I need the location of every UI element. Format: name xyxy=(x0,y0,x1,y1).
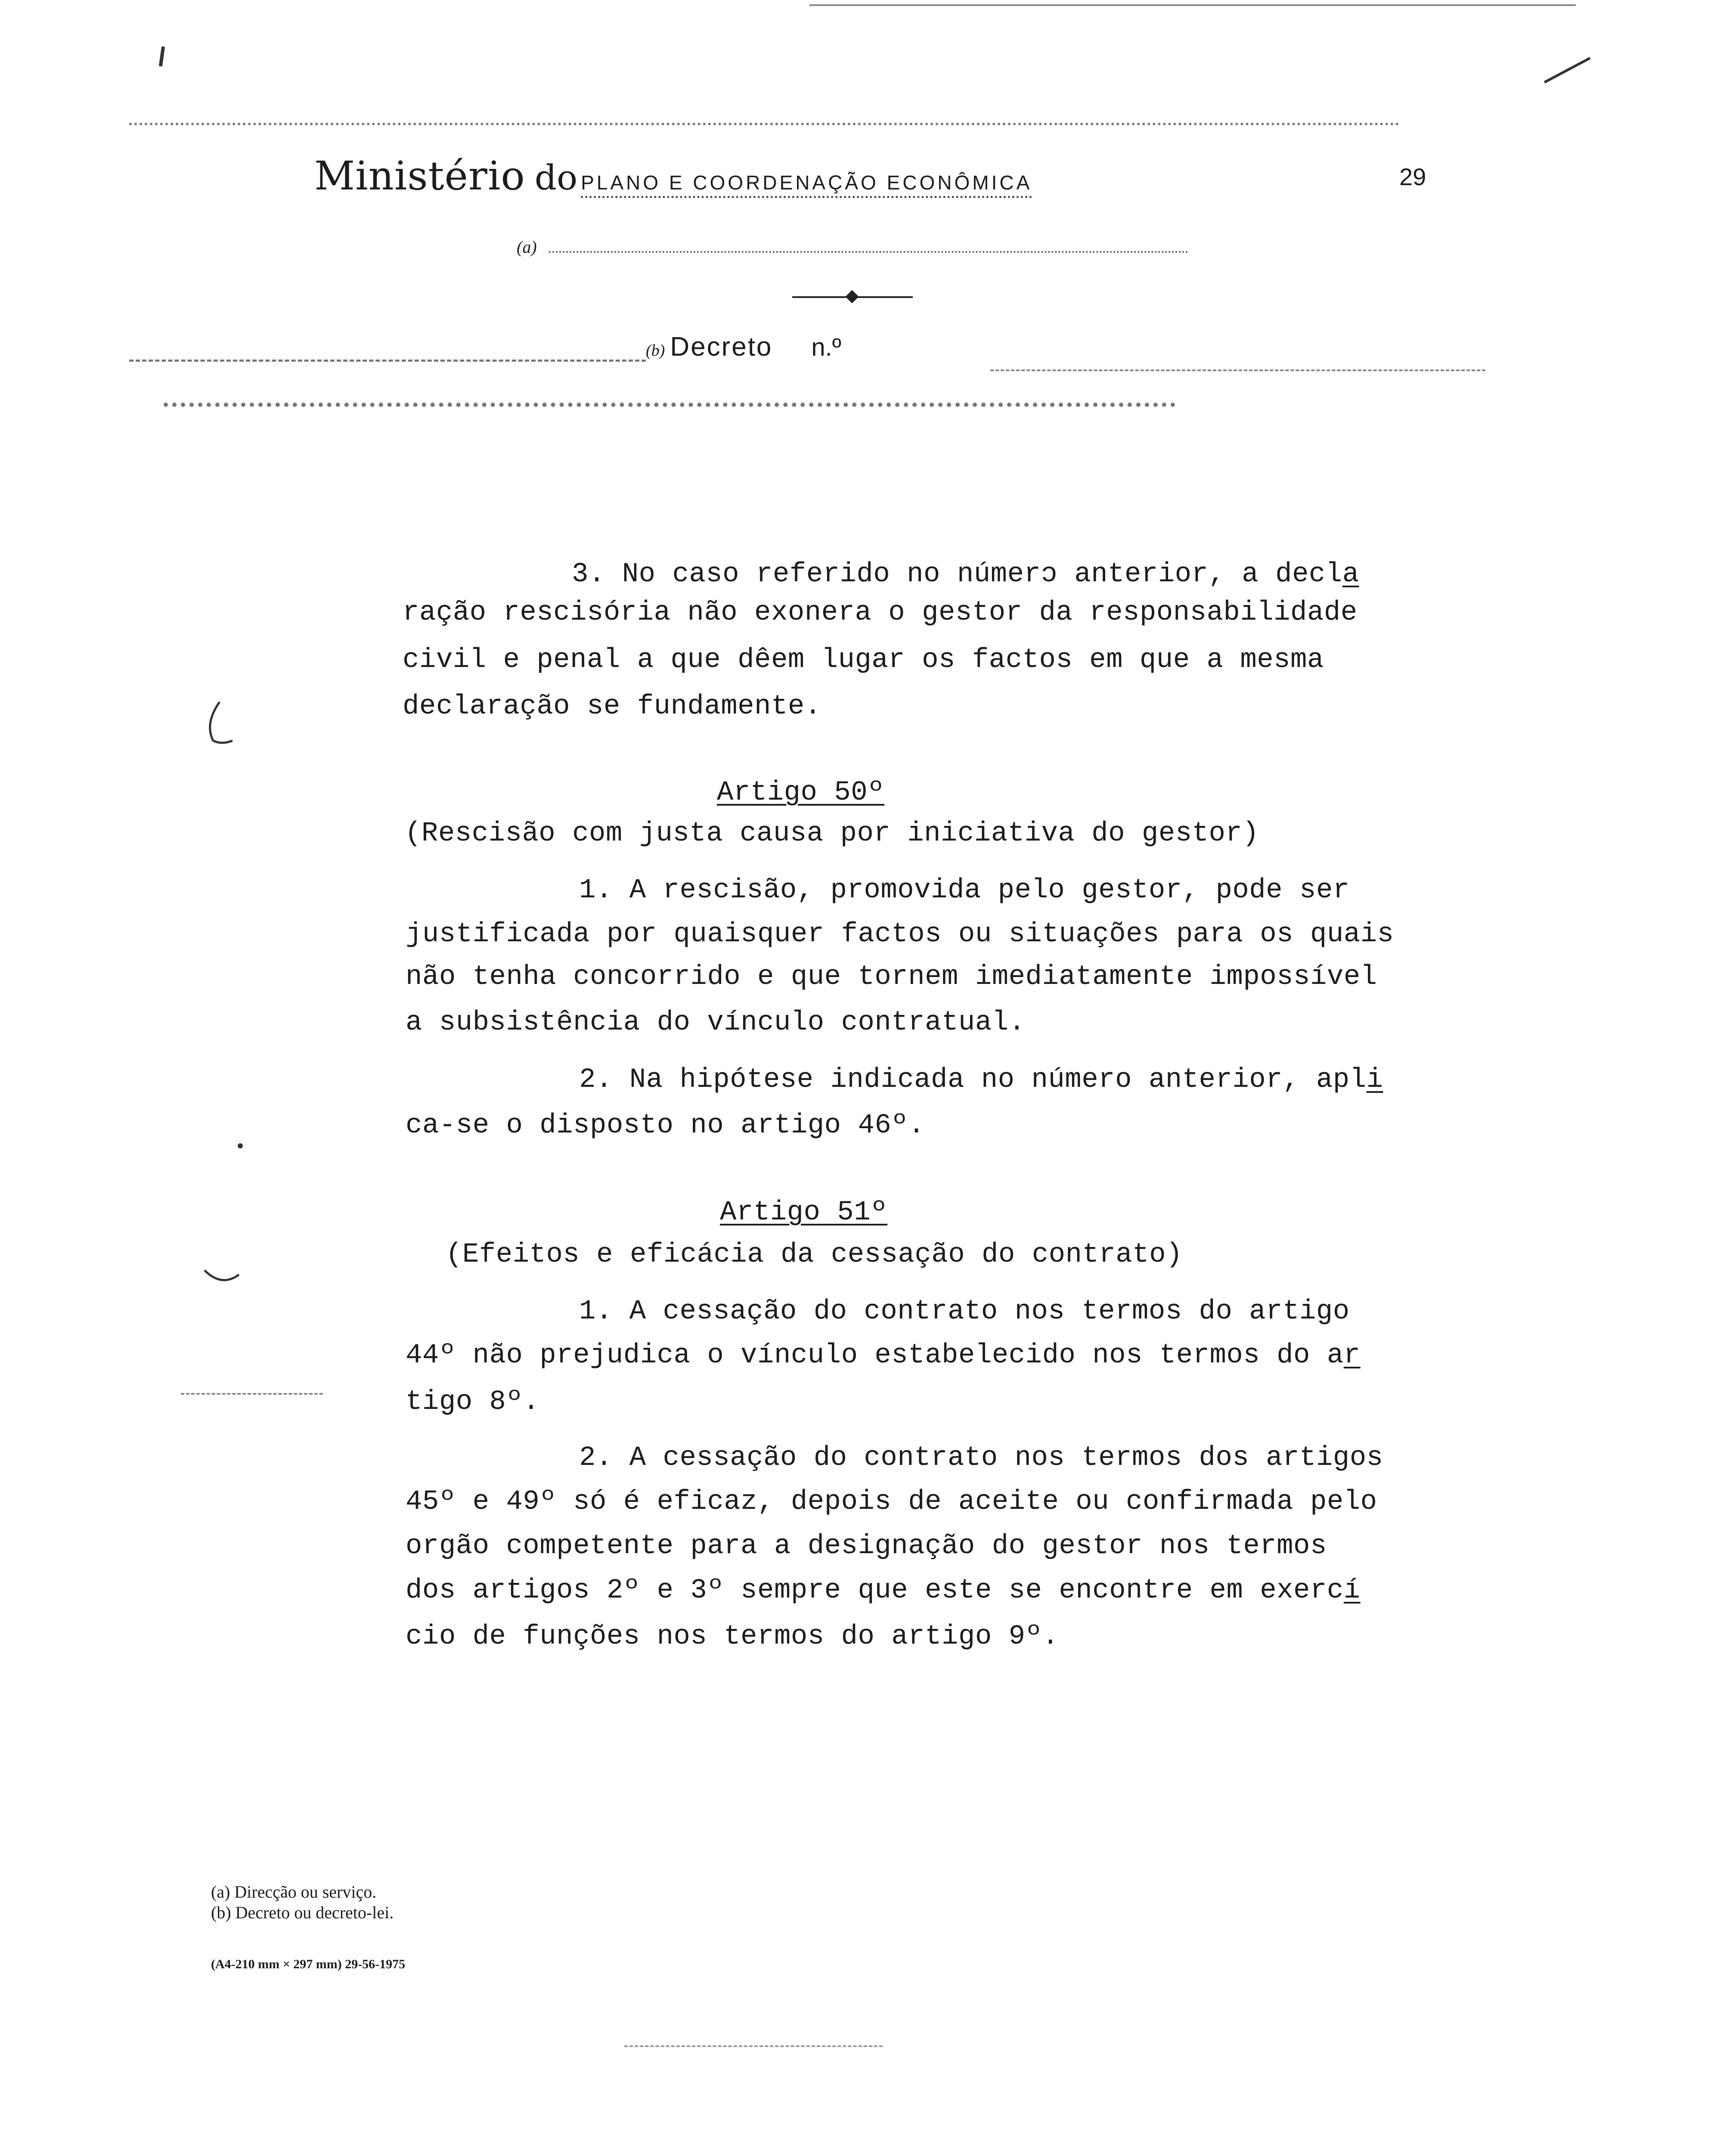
stray-mark xyxy=(1544,57,1591,84)
page-number: 29 xyxy=(1399,163,1426,190)
service-line xyxy=(517,237,1188,257)
bottom-dash xyxy=(624,2045,883,2047)
speckle-row xyxy=(164,403,1175,407)
body-line: 2. Na hipótese indicada no número anterior, apli xyxy=(579,1064,1383,1095)
ministry-name: PLANO E COORDENAÇÃO ECONÔMICA xyxy=(581,171,1032,198)
decree-rule-right xyxy=(990,369,1485,371)
scan-artifact-glyph: ɔ xyxy=(1041,559,1058,590)
body-line: 1. A cessação do contrato nos termos do artigo xyxy=(579,1296,1350,1327)
body-line: cio de funções nos termos do artigo 9º. xyxy=(406,1621,1059,1652)
article-51-subtitle: (Efeitos e eficácia da cessação do contrato) xyxy=(446,1239,1183,1270)
service-label: (a) xyxy=(517,237,537,257)
margin-curve-mark xyxy=(202,698,237,749)
article-50-title: Artigo 50º xyxy=(717,777,885,808)
speckle-row xyxy=(129,123,1399,125)
decree-rule-left xyxy=(129,360,646,362)
body-line: a subsistência do vínculo contratual. xyxy=(406,1007,1026,1038)
article-50-subtitle: (Rescisão com justa causa por iniciativa do gestor) xyxy=(405,818,1259,849)
body-line: 2. A cessação do contrato nos termos dos artigos xyxy=(579,1443,1383,1474)
body-line: ração rescisória não exonera o gestor da responsabilidade xyxy=(403,597,1358,628)
footnote-a: (a) Direcção ou serviço. xyxy=(211,1882,377,1902)
body-line: civil e penal a que dêem lugar os factos em que a mesma xyxy=(403,645,1324,676)
decree-line xyxy=(646,332,841,362)
body-line: 1. A rescisão, promovida pelo gestor, pode ser xyxy=(579,875,1350,906)
service-dotted-fill xyxy=(549,238,1188,253)
body-line: 44º não prejudica o vínculo estabelecido nos termos do ar xyxy=(406,1340,1361,1371)
ministry-header xyxy=(314,153,1279,199)
divider-diamond-icon xyxy=(845,290,859,303)
ministerio-word: Ministério xyxy=(314,153,525,199)
article-51-title: Artigo 51º xyxy=(720,1197,888,1228)
body-line: dos artigos 2º e 3º sempre que este se encontre em exercí xyxy=(406,1575,1361,1606)
body-line: ca-se o disposto no artigo 46º. xyxy=(406,1110,925,1141)
do-word: do xyxy=(534,158,578,198)
stray-mark xyxy=(159,47,165,67)
top-edge-line xyxy=(809,4,1576,6)
body-line: 3. No caso referido no númerɔ anterior, a decla xyxy=(572,559,1359,590)
body-line: justificada por quaisquer factos ou situações para os quais xyxy=(406,919,1394,950)
decree-footnote-ref: (b) xyxy=(646,341,665,360)
form-code: (A4-210 mm × 297 mm) 29-56-1975 xyxy=(211,1957,406,1971)
margin-curve-mark xyxy=(202,1266,241,1292)
body-line: orgão competente para a designação do gestor nos termos xyxy=(406,1531,1327,1562)
body-line: 45º e 49º só é eficaz, depois de aceite ou confirmada pelo xyxy=(406,1486,1377,1517)
decree-number-label: n.º xyxy=(811,333,841,361)
margin-dash xyxy=(181,1393,323,1395)
body-line: tigo 8º. xyxy=(406,1387,540,1418)
decree-word: Decreto xyxy=(670,332,773,362)
body-line: não tenha concorrido e que tornem imediatamente impossível xyxy=(406,962,1377,993)
footnote-b: (b) Decreto ou decreto-lei. xyxy=(211,1903,394,1922)
margin-dot xyxy=(238,1143,243,1148)
body-line: declaração se fundamente. xyxy=(403,691,822,722)
